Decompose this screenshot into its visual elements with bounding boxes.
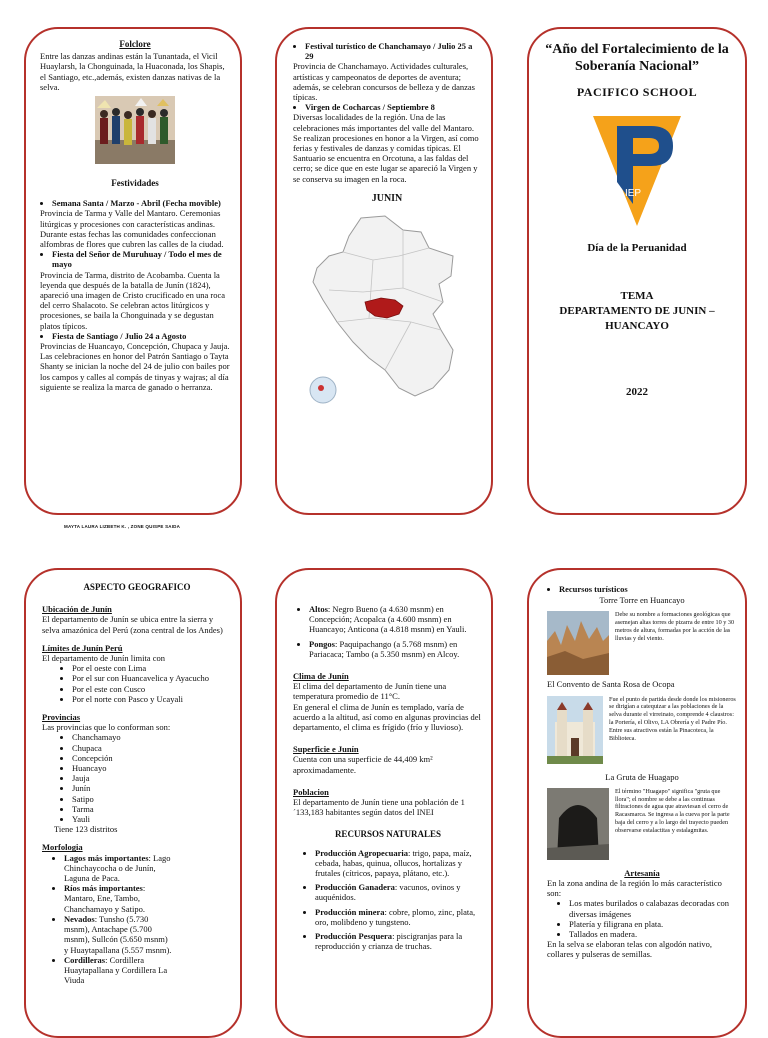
item-text: : trigo, papa, maíz, cebada, habas, quinua, ollucos, hortalizas y frutales (cítricos, papaya, plátano, etc.).	[315, 847, 472, 879]
provinces-list	[42, 732, 232, 824]
dancers-photo	[95, 96, 175, 164]
panel-folklore	[24, 27, 242, 515]
limits-list	[42, 663, 232, 704]
item-label: Producción minera	[315, 906, 385, 917]
location-title: Ubicación de Junín	[42, 604, 112, 615]
list-item: • Satipo	[72, 794, 232, 804]
attraction-title: La Gruta de Huagapo	[605, 771, 679, 782]
list-item	[64, 955, 172, 986]
list-item: • Concepción	[72, 753, 232, 763]
festivity-title: • Semana Santa / Marzo - Abril (Fecha movible)	[52, 198, 230, 208]
item-text: : Paquipachango (a 5.768 msnm) en Pariacaca; Tambo (a 5.350 msnm) en Alcoy.	[309, 638, 460, 659]
limits-title: Límites de Junín Perú	[42, 642, 123, 653]
item-label: Producción Ganadera	[315, 882, 395, 893]
festivity-title: • Fiesta de Santiago / Julio 24 a Agosto	[52, 331, 230, 341]
attraction-block	[547, 696, 737, 764]
year: 2022	[626, 386, 648, 398]
panel-geography	[24, 568, 242, 1038]
passes-list	[293, 604, 483, 659]
item-text: : Cordillera Huaytapallana y Cordillera La Viuda	[64, 954, 168, 986]
item-text: : vacunos, ovinos y auquénidos.	[315, 882, 461, 903]
provinces-title: Provincias	[42, 712, 81, 723]
population-title: Poblacion	[293, 786, 329, 797]
panel-climate-resources	[275, 568, 493, 1038]
morphology-list	[42, 853, 232, 986]
item-text: : Tunsho (5.730 msnm), Antachape (5.700 msnm), Sullcón (5.650 msnm) y Huaytapallana (5.557 msnm).	[64, 913, 172, 955]
panel-tourism	[527, 568, 747, 1038]
list-item	[309, 604, 483, 635]
tourism-title: • Recursos turísticos	[559, 584, 737, 594]
crafts-list	[547, 898, 737, 939]
item-text: : cobre, plomo, zinc, plata, oro, molibdeno y tungsteno.	[315, 906, 476, 927]
convent-photo	[547, 696, 603, 764]
festivities-title: Festividades	[111, 178, 159, 189]
list-item	[315, 931, 483, 951]
climate-text: En general el clima de Junín es templado, varía de acuerdo a la altitud, así como en algunas provincias del departamento, el clima es frígido (frío y lluvioso).	[293, 701, 481, 733]
item-text: : Lago Chinchaycocha o de Junín, Laguna de Paca.	[64, 852, 171, 884]
list-item: • Jauja	[72, 773, 232, 783]
school-name: PACIFICO SCHOOL	[576, 85, 698, 99]
item-label: Pongos	[309, 638, 335, 649]
surface-title: Superficie e Junín	[293, 744, 359, 755]
festivity-title: • Virgen de Cocharcas / Septiembre 8	[305, 102, 481, 112]
crafts-outro: En la selva se elaboran telas con algodón nativo, collares y pulseras de semillas.	[547, 939, 712, 960]
map-title: JUNIN	[371, 192, 403, 204]
provinces-intro: Las provincias que lo conforman son:	[42, 722, 171, 733]
list-item: • Por el norte con Pasco y Ucayali	[72, 694, 232, 704]
item-label: Lagos más importantes	[64, 852, 149, 863]
attraction-block	[547, 788, 737, 860]
panel-cover	[527, 27, 747, 515]
list-item: • Tarma	[72, 804, 232, 814]
list-item: • Junín	[72, 783, 232, 793]
item-label: Producción Pesquera	[315, 931, 393, 942]
topic-label: TEMA	[620, 290, 654, 302]
climate-text: El clima del departamento de Junín tiene una temperatura promedio de 11°C.	[293, 681, 447, 702]
item-text: : Mantaro, Ene, Tambo, Chanchamayo y Satipo.	[64, 883, 146, 914]
list-item: • Yauli	[72, 814, 232, 824]
attraction-text: El término "Huagapo" significa "gruta que llora"; el nombre se debe a las continuas filtraciones de agua que atraviesan el cerro de Racasmarca. Se ingresa a la cueva por la parte baja del cerro y a lo largo del trayecto pueden observarse estalactitas y estalagmitas.	[615, 787, 730, 834]
item-label: Producción Agropecuaria	[315, 847, 408, 858]
festivity-title: • Festival turístico de Chanchamayo / Julio 25 a 29	[305, 41, 481, 61]
festivity-text: Provincias de Huancayo, Concepción, Chupaca y Jauja. Las celebraciones en honor del Patrón Santiago o Tayta Shanty se inician la noche del 24 de julio con bailes por los campos y calles al compás de tinyas y wajras; al día siguiente se realiza la marca de ganado o herranza.	[40, 341, 230, 392]
cave-photo	[547, 788, 609, 860]
item-text: : Negro Bueno (a 4.630 msnm) en Concepción; Acopalca (a 4.600 msnm) en Huancayo; Anticona (a 4.818 msnm) en Yauli.	[309, 604, 467, 635]
item-label: Cordilleras	[64, 954, 106, 965]
resources-title: RECURSOS NATURALES	[334, 829, 442, 840]
attraction-block	[547, 611, 737, 675]
festivity-title: • Fiesta del Señor de Muruhuay / Todo el mes de mayo	[52, 249, 230, 269]
resources-list	[293, 848, 483, 952]
list-item: • Por el oeste con Lima	[72, 663, 232, 673]
geography-title: ASPECTO GEOGRAFICO	[83, 582, 191, 592]
list-item	[64, 853, 172, 884]
crafts-intro: En la zona andina de la región lo más característico son:	[547, 878, 722, 899]
festivities-list	[40, 198, 230, 208]
list-item	[315, 848, 483, 879]
folklore-text: Entre las danzas andinas están la Tunantada, el Vicil Huaylarsh, la Chonguinada, la Huaconada, los Shapis, el Santiago, etc.,además, existen danzas nativas de la selva.	[40, 51, 225, 92]
festivity-text: Diversas localidades de la región. Una de las celebraciones más importantes del valle del Mantaro. Se realizan procesiones en honor a la Virgen, así como ferias y festivales de danzas y comidas típicas. El Santuario se encuentra en Orcotuna, a las faldas del cerro; se dice que en este lugar se apareció la Virgen y se conserva su imagen en la roca.	[293, 112, 479, 184]
location-text: El departamento de Junín se ubica entre la sierra y selva amazónica del Perú (zona central de los Andes)	[42, 614, 223, 635]
slogan: “Año del Fortalecimiento de la Soberanía Nacional”	[545, 42, 729, 74]
limits-intro: El departamento de Junín limita con	[42, 653, 165, 664]
item-label: Nevados	[64, 913, 95, 924]
attraction-text: Fue el punto de partida desde donde los misioneros se dirigían a catequizar a las poblaciones de la selva durante el virreinato, comprende 4 claustros: la Portería, el Olivo, LA Obrería y el Padre Pío. Entre sus atractivos están la Pinacoteca, la Biblioteca.	[609, 695, 736, 742]
festivity-text: Provincia de Tarma, distrito de Acobamba. Cuenta la leyenda que después de la batalla de Junín (1824), apareció una imagen de Cristo crucificado en una roca del cerro Shalacoto. Se celebran actos litúrgicos y procesiones, se baila la Chonguinada y se degustan platos típicos.	[40, 269, 226, 331]
list-item: • Tallados en madera.	[569, 929, 737, 939]
attraction-title: El Convento de Santa Rosa de Ocopa	[547, 679, 675, 690]
svg-text:IEP: IEP	[624, 188, 642, 199]
list-item	[309, 639, 483, 659]
list-item: • Por el sur con Huancavelica y Ayacucho	[72, 673, 232, 683]
festivity-text: Provincia de Tarma y Valle del Mantaro. Ceremonias litúrgicas y procesiones con características andinas. Durante estas fechas las comunidades confeccionan alfombras de flores que cubren las calles de la ciudad.	[40, 208, 224, 250]
panel-festivals-map	[275, 27, 493, 515]
peru-map	[303, 210, 463, 406]
list-item	[64, 883, 172, 914]
list-item: • Chanchamayo	[72, 732, 232, 742]
school-logo	[589, 112, 685, 230]
item-label: Altos	[309, 604, 328, 614]
event-title: Día de la Peruanidad	[587, 242, 687, 254]
crafts-title: Artesanía	[624, 867, 660, 878]
torre-photo	[547, 611, 609, 675]
list-item: • Chupaca	[72, 743, 232, 753]
festivity-text: Provincia de Chanchamayo. Actividades culturales, artísticas y campeonatos de deportes de aventura; además, se celebran concursos de belleza y de danzas típicas.	[293, 61, 475, 103]
morphology-title: Morfologia	[42, 842, 83, 853]
list-item	[64, 914, 172, 955]
item-label: Ríos más importantes	[64, 883, 143, 894]
population-text: El departamento de Junín tiene una población de 1´133,183 habitantes según datos del INEI	[293, 797, 465, 818]
item-text: : piscigranjas para la reproducción y crianza de truchas.	[315, 931, 463, 952]
list-item: • Por el este con Cusco	[72, 684, 232, 694]
surface-text: Cuenta con una superficie de 44,409 km² aproximadamente.	[293, 754, 433, 775]
authors-footer: MAYTA LAURA LIZBETH K. , ZONE QUISPE SAIDA	[64, 524, 181, 529]
folklore-title: Folclore	[119, 39, 151, 49]
attraction-title: Torre Torre en Huancayo	[599, 595, 685, 606]
list-item: • Huancayo	[72, 763, 232, 773]
list-item: • Los mates burilados o calabazas decoradas con diversas imágenes	[569, 898, 737, 918]
list-item: • Platería y filigrana en plata.	[569, 919, 737, 929]
districts-count: Tiene 123 distritos	[54, 824, 118, 835]
list-item	[315, 907, 483, 927]
list-item	[315, 882, 483, 902]
topic-title: DEPARTAMENTO DE JUNIN – HUANCAYO	[559, 305, 715, 332]
attraction-text: Debe su nombre a formaciones geológicas que asemejan altas torres de pizarra de entre 10 y 30 metros de altura, formadas por la acción de las lluvias y del viento.	[615, 611, 735, 642]
climate-title: Clima de Junín	[293, 671, 349, 682]
